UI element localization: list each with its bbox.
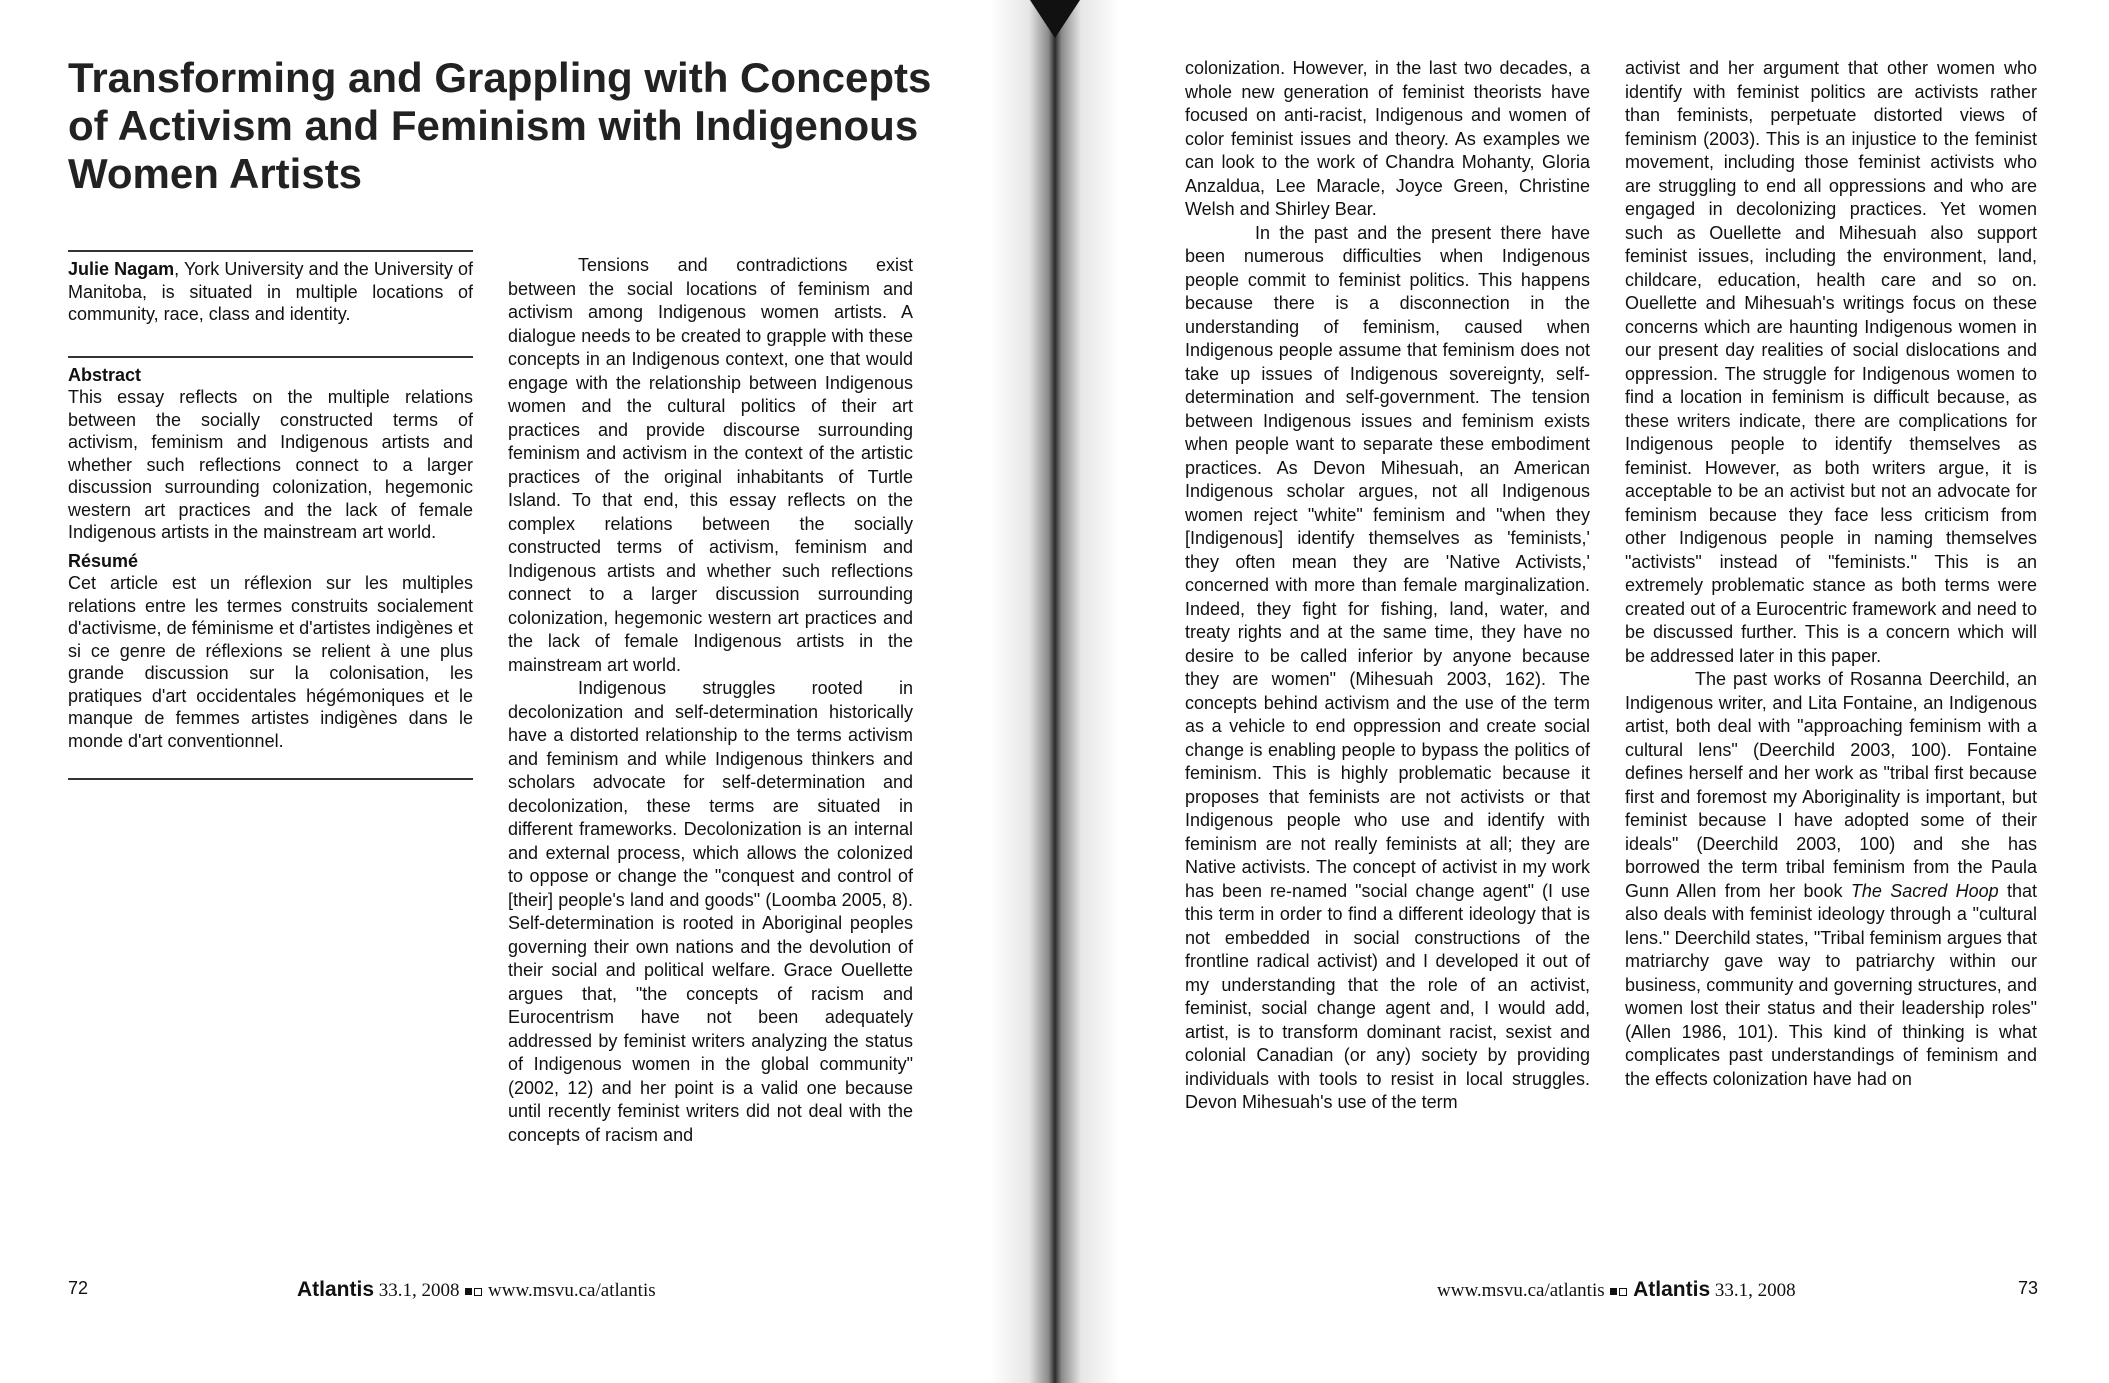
- resume-text: Cet article est un réflexion sur les multiples relations entre les termes construits socialement d'activisme, de féminisme et d'artistes indigènes et si ce genre de réflexions se relient à une plus grande discussion sur la colonisation, les pratiques d'art occidentales hégémoniques et le manque de femmes artistes indigènes dans le monde d'art conventionnel.: [68, 573, 473, 751]
- author-abstract-sidebar: [68, 250, 473, 780]
- right-page-body-column-2: [1625, 57, 2037, 1091]
- filled-square-icon: [1610, 1288, 1617, 1295]
- abstract-heading: Abstract: [68, 364, 142, 385]
- left-page-journal-footer: [297, 1278, 656, 1302]
- journal-issue: 33.1, 2008: [378, 1280, 460, 1301]
- paragraph: Tensions and contradictions exist between the social locations of feminism and activism among Indigenous women artists. A dialogue needs to be created to grapple with these concepts in an Indigenous context, one that would engage with the relationship between Indigenous women and the cultural politics of their art practices and provide discourse surrounding feminism and activism in the context of the artistic practices of the original inhabitants of Turtle Island. To that end, this essay reflects on the complex relations between the socially constructed terms of activism, feminism and Indigenous artists and whether such reflections connect to a larger discussion surrounding colonization, hegemonic western art practices and the lack of female Indigenous artists in the mainstream art world.: [508, 255, 913, 675]
- sidebar-rule-middle: [68, 356, 473, 358]
- resume-heading: Résumé: [68, 550, 139, 571]
- journal-name: Atlantis: [1633, 1278, 1711, 1301]
- right-page-journal-footer: [1437, 1278, 1796, 1302]
- left-page-number: 72: [68, 1278, 89, 1298]
- journal-issue: 33.1, 2008: [1714, 1280, 1796, 1301]
- author-affiliation: , York University and the University of Manitoba, is situated in multiple locations of community, race, class and identity.: [68, 259, 473, 324]
- paragraph-text: that also deals with feminist ideology through a "cultural lens." Deerchild states, "Tribal feminism argues that matriarchy gave way to patriarchy within our business, community and governing structures, and women lost their status and their leadership roles" (Allen 1986, 101). This kind of thinking is what complicates past understandings of feminism and the effects colonization have had on: [1625, 880, 2037, 1089]
- left-page-body-column: [508, 254, 913, 1147]
- paragraph: In the past and the present there have been numerous difficulties when Indigenous people commit to feminist politics. This happens because there is a disconnection in the understanding of feminism, caused when Indigenous people assume that feminism does not take up issues of Indigenous sovereignty, self-determination and self-government. The tension between Indigenous issues and feminism exists when people want to separate these embodiment practices. As Devon Mihesuah, an American Indigenous scholar argues, not all Indigenous women reject "white" feminism and "when they [Indigenous] identify themselves as 'feminists,' they often mean they are 'Native Activists,' concerned with more than female marginalization. Indeed, they fight for fishing, land, water, and treaty rights and at the same time, they have no desire to be called inferior by anyone because they are women" (Mihesuah 2003, 162). The concepts behind activism and the use of the term as a vehicle to end oppression and create social change is enabling people to bypass the politics of feminism. This is highly problematic because it proposes that feminists are not activists or that Indigenous people who use and identify with feminism are not really feminists at all; they are Native activists. The concept of activist in my work has been re-named "social change agent" (I use this term in order to find a different ideology that is not embedded in social constructions of the frontline radical activist) and I developed it out of my understanding that the role of an activist, feminist, social change agent and, I would add, artist, is to transform dominant racist, sexist and colonial Canadian (or any) society by providing individuals with tools to resist in local struggles. Devon Mihesuah's use of the term: [1185, 222, 1590, 1112]
- journal-url: www.msvu.ca/atlantis: [1437, 1280, 1605, 1301]
- open-square-icon: [1619, 1288, 1627, 1296]
- book-gutter-shadow: [990, 0, 1120, 1383]
- paragraph-text: The past works of Rosanna Deerchild, an Indigenous writer, and Lita Fontaine, an Indigenous artist, both deal with "approaching feminism with a cultural lens" (Deerchild 2003, 100). Fontaine defines herself and her work as "tribal first because first and foremost my Aboriginality is important, but feminist because I have adopted some of their ideals" (Deerchild 2003, 100) and she has borrowed the term tribal feminism from the Paula Gunn Allen from her book: [1625, 669, 2037, 901]
- article-title: Transforming and Grappling with Concepts of Activism and Feminism with Indigenous Women Artists: [68, 54, 932, 197]
- abstract-text: This essay reflects on the multiple relations between the socially constructed terms of activism, feminism and Indigenous artists and whether such reflections connect to a larger discussion surrounding colonization, hegemonic western art practices and the lack of female Indigenous artists in the mainstream art world.: [68, 387, 473, 542]
- right-page-body-column-1: [1185, 57, 1590, 1115]
- sidebar-rule-bottom: [68, 778, 473, 780]
- book-title: The Sacred Hoop: [1850, 880, 1999, 901]
- open-square-icon: [474, 1288, 482, 1296]
- paragraph: colonization. However, in the last two decades, a whole new generation of feminist theorists have focused on anti-racist, Indigenous and women of color feminist issues and theory. As examples we can look to the work of Chandra Mohanty, Gloria Anzaldua, Lee Maracle, Joyce Green, Christine Welsh and Shirley Bear.: [1185, 58, 1590, 219]
- paragraph: activist and her argument that other women who identify with feminist politics are activists rather than feminists, perpetuate distorted views of feminism (2003). This is an injustice to the feminist movement, including those feminist activists who are struggling to end all oppressions and who are engaged in decolonizing practices. Yet women such as Ouellette and Mihesuah also support feminist issues, including the environment, land, childcare, education, health care and so on. Ouellette and Mihesuah's writings focus on these concerns which are haunting Indigenous women in our present day realities of social dislocations and oppression. The struggle for Indigenous women to find a location in feminism is difficult because, as these writers indicate, there are complications for Indigenous people to identify themselves as feminist. However, as both writers argue, it is acceptable to be an activist but not an advocate for feminism because they face less criticism from other Indigenous people in naming themselves "activists" instead of "feminists." This is an extremely problematic stance as both terms were created out of a Eurocentric framework and need to be discussed further. This is a concern which will be addressed later in this paper.: [1625, 58, 2037, 666]
- author-name: Julie Nagam: [68, 259, 175, 279]
- paragraph: Indigenous struggles rooted in decolonization and self-determination historically have a distorted relationship to the terms activism and feminism and while Indigenous thinkers and scholars advocate for self-determination and decolonization, these terms are situated in different frameworks. Decolonization is an internal and external process, which allows the colonized to oppose or change the "conquest and control of [their] people's land and goods" (Loomba 2005, 8). Self-determination is rooted in Aboriginal peoples governing their own nations and the devolution of their social and political welfare. Grace Ouellette argues that, "the concepts of racism and Eurocentrism have not been adequately addressed by feminist writers analyzing the status of Indigenous women in the global community" (2002, 12) and her point is a valid one because until recently feminist writers did not deal with the concepts of racism and: [508, 678, 913, 1145]
- journal-name: Atlantis: [297, 1278, 375, 1301]
- author-bio: [68, 258, 473, 326]
- sidebar-rule-top: [68, 250, 473, 252]
- right-page-number: 73: [2018, 1278, 2039, 1298]
- journal-url: www.msvu.ca/atlantis: [488, 1280, 656, 1301]
- gutter-notch: [1030, 0, 1080, 38]
- paragraph: [1625, 668, 2037, 1091]
- filled-square-icon: [465, 1288, 472, 1295]
